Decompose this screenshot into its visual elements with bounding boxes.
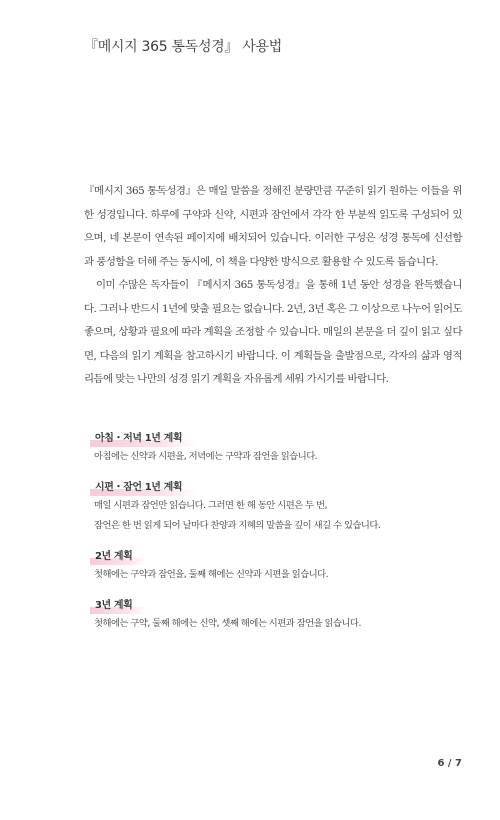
plan-psalms-proverbs: [92, 475, 472, 536]
plan-description: 첫해에는 구약, 둘째 해에는 신약, 셋째 해에는 시편과 잠언을 읽습니다.: [94, 618, 361, 629]
plan-two-year: [92, 544, 472, 585]
plan-title: 3년 계획: [92, 598, 146, 614]
plan-morning-evening: [92, 426, 472, 467]
page-title: 『메시지 365 통독성경』 사용법: [84, 39, 282, 55]
page-number: 6 / 7: [437, 758, 462, 769]
plan-description: 잠언은 한 번 읽게 되어 날마다 찬양과 지혜의 말씀을 깊이 새길 수 있습니다.: [94, 520, 381, 531]
plan-description: 첫해에는 구약과 잠언을, 둘째 해에는 신약과 시편을 읽습니다.: [94, 569, 329, 580]
plan-title: 시편・잠언 1년 계획: [92, 480, 196, 496]
plan-three-year: [92, 593, 472, 634]
reading-plans: [92, 426, 472, 642]
plan-description: 매일 시편과 잠언만 읽습니다. 그러면 한 해 동안 시편은 두 번,: [94, 500, 328, 511]
intro-text: [84, 180, 462, 392]
plan-title: 아침・저녁 1년 계획: [92, 431, 196, 447]
intro-paragraph-1: 『메시지 365 통독성경』은 매일 말씀을 정해진 분량만큼 꾸준히 읽기 원하는 이들을 위한 성경입니다. 하루에 구약과 신약, 시편과 잠언에서 각각 한 부분씩 읽도록 구성되어 있으며, 네 본문이 연속된 페이지에 배치되어 있습니다. 이러한 구성은 성경 통독에 신선함과 풍성함을 더해 주는 동시에, 이 책을 다양한 방식으로 활용할 수 있도록 돕습니다.: [84, 185, 462, 268]
plan-description: 아침에는 신약과 시편을, 저녁에는 구약과 잠언을 읽습니다.: [94, 451, 318, 462]
intro-paragraph-2: 이미 수많은 독자들이 『메시지 365 통독성경』을 통해 1년 동안 성경을 완독했습니다. 그러나 반드시 1년에 맞출 필요는 없습니다. 2년, 3년 혹은 그 이상으로 나누어 읽어도 좋으며, 상황과 필요에 따라 계획을 조정할 수 있습니다. 매일의 본문을 더 깊이 읽고 싶다면, 다음의 읽기 계획을 참고하시기 바랍니다. 이 계획들을 출발점으로, 각자의 삶과 영적 리듬에 맞는 나만의 성경 읽기 계획을 자유롭게 세워 가시기를 바랍니다.: [84, 279, 462, 385]
plan-title: 2년 계획: [92, 549, 146, 565]
